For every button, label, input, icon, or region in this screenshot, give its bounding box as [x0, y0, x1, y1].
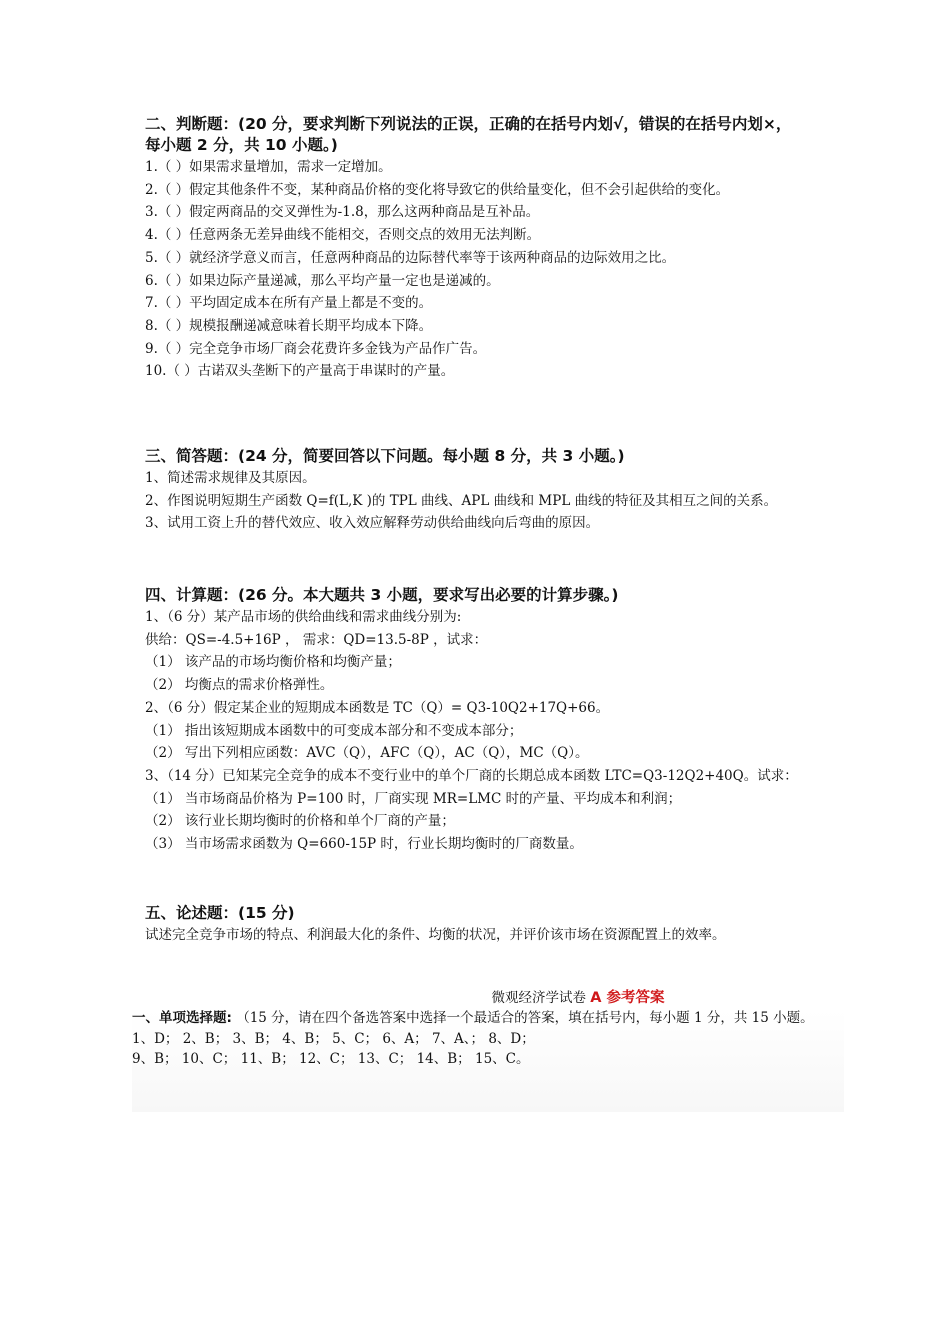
question-item: （2） 均衡点的需求价格弹性。 — [145, 677, 334, 694]
question-item: 4.（ ）任意两条无差异曲线不能相交，否则交点的效用无法判断。 — [145, 227, 541, 244]
section-essay — [145, 903, 805, 947]
question-item: 5.（ ）就经济学意义而言，任意两种商品的边际替代率等于该两种商品的边际效用之比。 — [145, 249, 676, 266]
question-item: 2.（ ）假定其他条件不变，某种商品价格的变化将导致它的供给量变化，但不会引起供给的变化。 — [145, 181, 730, 198]
answer-section1-label: 一、单项选择题: — [132, 1010, 232, 1026]
answer-section1-desc: （15 分，请在四个备选答案中选择一个最适合的答案，填在括号内，每小题 1 分，共 15 小题。 — [236, 1010, 814, 1026]
question-item: 1、简述需求规律及其原因。 — [145, 470, 316, 486]
question-item: 供给：QS=-4.5+16P ， 需求：QD=13.5-8P ，试求： — [145, 631, 488, 648]
question-item: （3） 当市场需求函数为 Q=660-15P 时，行业长期均衡时的厂商数量。 — [145, 836, 583, 853]
section-heading: 四、计算题：(26 分。本大题共 3 小题，要求写出必要的计算步骤。) — [145, 586, 619, 604]
question-item: （1） 该产品的市场均衡价格和均衡产量； — [145, 654, 401, 671]
answer-title-highlight: A 参考答案 — [590, 990, 665, 1006]
question-item: （2） 写出下列相应函数：AVC（Q），AFC（Q），AC（Q），MC（Q）。 — [145, 745, 589, 762]
section-heading: 五、论述题：(15 分) — [145, 904, 295, 922]
section-calculation — [145, 585, 805, 856]
answer-key — [132, 988, 944, 1070]
question-item: 10.（ ）古诺双头垄断下的产量高于串谋时的产量。 — [145, 363, 455, 380]
question-item: 2、（6 分）假定某企业的短期成本函数是 TC（Q）= Q3-10Q2+17Q+66。 — [145, 699, 610, 716]
question-item: 试述完全竞争市场的特点、利润最大化的条件、均衡的状况，并评价该市场在资源配置上的效率。 — [145, 927, 726, 943]
question-item: （1） 当市场商品价格为 P=100 时，厂商实现 MR=LMC 时的产量、平均成本和利润； — [145, 790, 682, 807]
question-item: （2） 该行业长期均衡时的价格和单个厂商的产量； — [145, 813, 455, 830]
answer-section-label — [132, 1008, 944, 1029]
question-item: 3、（14 分）已知某完全竞争的成本不变行业中的单个厂商的长期总成本函数 LTC=Q3-12Q2+40Q。试求： — [145, 767, 798, 784]
question-item: 6.（ ）如果边际产量递减，那么平均产量一定也是递减的。 — [145, 272, 500, 289]
answer-title-prefix: 微观经济学试卷 — [491, 990, 586, 1006]
section-true-false — [145, 114, 805, 383]
question-item: 1.（ ）如果需求量增加，需求一定增加。 — [145, 159, 392, 175]
answer-row: 9、B； 10、C； 11、B； 12、C； 13、C； 14、B； 15、C。 — [132, 1051, 530, 1067]
question-item: 3.（ ）假定两商品的交叉弹性为-1.8，那么这两种商品是互补品。 — [145, 204, 540, 221]
question-item: （1） 指出该短期成本函数中的可变成本部分和不变成本部分； — [145, 722, 523, 739]
question-item: 1、（6 分）某产品市场的供给曲线和需求曲线分别为: — [145, 609, 462, 625]
question-item: 7.（ ）平均固定成本在所有产量上都是不变的。 — [145, 295, 433, 312]
answer-row: 1、D； 2、B； 3、B； 4、B； 5、C； 6、A； 7、A、； 8、D； — [132, 1030, 535, 1047]
section-heading: 二、判断题：(20 分，要求判断下列说法的正误，正确的在括号内划√，错误的在括号内划×，每小题 2 分，共 10 小题。) — [145, 115, 792, 154]
question-item: 3、试用工资上升的替代效应、收入效应解释劳动供给曲线向后弯曲的原因。 — [145, 515, 600, 532]
question-item: 8.（ ）规模报酬递减意味着长期平均成本下降。 — [145, 317, 433, 334]
section-short-answer — [145, 446, 805, 535]
question-item: 2、作图说明短期生产函数 Q=f(L,K )的 TPL 曲线、APL 曲线和 MPL 曲线的特征及其相互之间的关系。 — [145, 492, 778, 509]
question-item: 9.（ ）完全竞争市场厂商会花费许多金钱为产品作广告。 — [145, 340, 487, 357]
section-heading: 三、简答题：(24 分，简要回答以下问题。每小题 8 分，共 3 小题。) — [145, 447, 625, 465]
answer-title — [132, 988, 944, 1008]
